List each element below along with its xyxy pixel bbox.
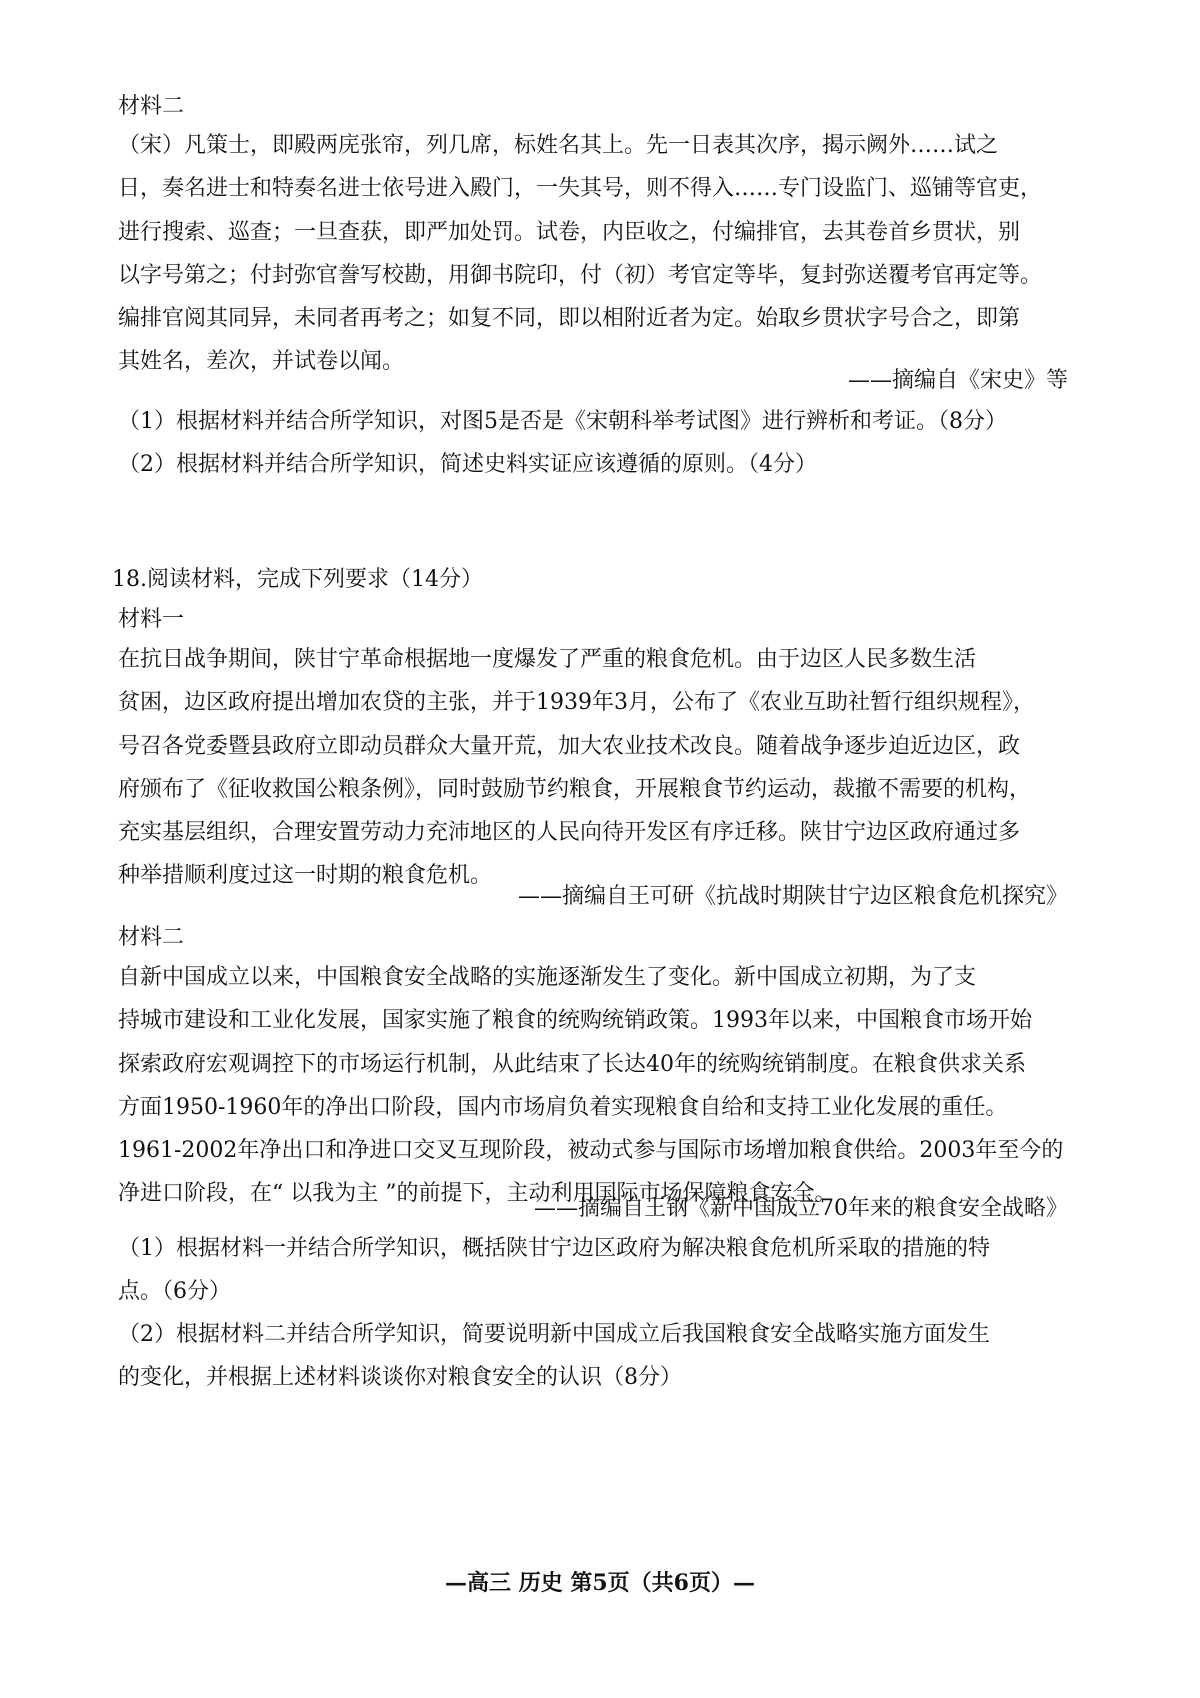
text-line: 探索政府宏观调控下的市场运行机制，从此结束了长达40年的统购统销制度。在粮食供求关系 xyxy=(118,1051,1026,1077)
source-citation: ——摘编自王可研《抗战时期陕甘宁边区粮食危机探究》 xyxy=(517,884,1068,909)
material-text xyxy=(118,638,1068,898)
question-item: 点。（6分） xyxy=(118,1279,231,1304)
question-list xyxy=(118,1227,1068,1399)
material-label: 材料二 xyxy=(118,94,185,119)
question-list xyxy=(118,400,1068,486)
text-line: 编排官阅其同异，未同者再考之；如复不同，即以相附近者为定。始取乡贯状字号合之，即第 xyxy=(118,306,1021,332)
text-line: 以字号第之；付封弥官誊写校勘，用御书院印，付（初）考官定等毕，复封弥送覆考官再定等。 xyxy=(118,262,1043,288)
text-line: 自新中国成立以来，中国粮食安全战略的实施逐渐发生了变化。新中国成立初期，为了支 xyxy=(118,965,977,990)
source-citation: ——摘编自《宋史》等 xyxy=(847,368,1068,393)
text-line: 日，奏名进士和特奏名进士依号进入殿门，一失其号，则不得入……专门设监门、巡铺等官吏， xyxy=(118,176,1043,202)
page-footer: —高三 历史 第5页（共6页）— xyxy=(445,1570,755,1596)
text-line: 号召各党委暨县政府立即动员群众大量开荒，加大农业技术改良。随着战争逐步迫近边区，政 xyxy=(118,733,1021,759)
question-item: （2）根据材料二并结合所学知识，简要说明新中国成立后我国粮食安全战略实施方面发生 xyxy=(118,1322,991,1347)
text-line: 种举措顺利度过这一时期的粮食危机。 xyxy=(118,863,493,889)
question-title: 18.阅读材料，完成下列要求（14分） xyxy=(112,567,483,592)
text-line: （宋）凡策士，即殿两庑张帘，列几席，标姓名其上。先一日表其次序，揭示阙外……试之 xyxy=(118,133,999,158)
material-text xyxy=(118,124,1068,384)
text-line: 其姓名，差次，并试卷以闻。 xyxy=(118,349,405,375)
question-item: （2）根据材料并结合所学知识，简述史料实证应该遵循的原则。（4分） xyxy=(118,452,817,477)
text-line: 在抗日战争期间，陕甘宁革命根据地一度爆发了严重的粮食危机。由于边区人民多数生活 xyxy=(118,647,977,672)
text-line: 持城市建设和工业化发展，国家实施了粮食的统购统销政策。1993年以来，中国粮食市场开始 xyxy=(118,1008,1032,1034)
source-citation: ——摘编自王钢《新中国成立70年来的粮食安全战略》 xyxy=(534,1196,1068,1221)
text-line: 净进口阶段，在“ 以我为主 ”的前提下，主动利用国际市场保障粮食安全。 xyxy=(118,1181,837,1207)
text-line: 方面1950-1960年的净出口阶段，国内市场肩负着实现粮食自给和支持工业化发展的重任。 xyxy=(118,1094,1008,1120)
text-line: 贫困，边区政府提出增加农贷的主张，并于1939年3月，公布了《农业互助社暂行组织规程》， xyxy=(118,690,1035,716)
text-line: 1961-2002年净出口和净进口交叉互现阶段，被动式参与国际市场增加粮食供给。2003年至今的 xyxy=(118,1138,1064,1164)
text-line: 府颁布了《征收救国公粮条例》，同时鼓励节约粮食，开展粮食节约运动，裁撤不需要的机构， xyxy=(118,776,1032,802)
material-label: 材料一 xyxy=(118,607,185,632)
question-item: （1）根据材料并结合所学知识，对图5是否是《宋朝科举考试图》进行辨析和考证。（8分） xyxy=(118,409,1007,434)
question-item: 的变化，并根据上述材料谈谈你对粮食安全的认识（8分） xyxy=(118,1365,682,1390)
text-line: 充实基层组织，合理安置劳动力充沛地区的人民向待开发区有序迁移。陕甘宁边区政府通过多 xyxy=(118,820,1021,846)
material-text xyxy=(118,956,1068,1216)
text-line: 进行搜索、巡查；一旦查获，即严加处罚。试卷，内臣收之，付编排官，去其卷首乡贯状，别 xyxy=(118,219,1021,245)
material-label: 材料二 xyxy=(118,925,185,950)
question-item: （1）根据材料一并结合所学知识，概括陕甘宁边区政府为解决粮食危机所采取的措施的特 xyxy=(118,1236,991,1261)
